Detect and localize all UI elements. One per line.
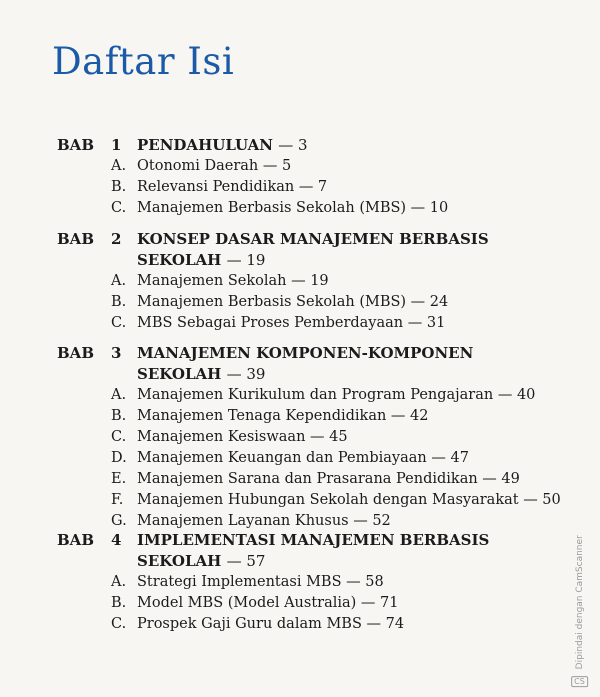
- scanner-watermark: [574, 535, 585, 690]
- item-letter: A.: [111, 387, 127, 403]
- item-text: Manajemen Keuangan dan Pembiayaan — 47: [137, 450, 469, 466]
- chapter-title: [137, 343, 557, 385]
- chapter-title-line2: SEKOLAH: [137, 552, 222, 570]
- chapter-label: BAB: [57, 344, 94, 362]
- chapter-title-line2: SEKOLAH: [137, 251, 222, 269]
- item-text: Manajemen Sekolah — 19: [137, 273, 329, 289]
- list-item: [0, 156, 600, 177]
- list-item: [0, 177, 600, 198]
- list-item: [0, 427, 600, 448]
- chapter-label: BAB: [57, 136, 94, 154]
- chapter-number: 4: [111, 531, 122, 549]
- item-letter: C.: [111, 200, 127, 216]
- item-letter: C.: [111, 315, 127, 331]
- list-item: [0, 572, 600, 593]
- item-letter: A.: [111, 158, 127, 174]
- item-text: Manajemen Kurikulum dan Program Pengajaran — 40: [137, 387, 536, 403]
- item-text: Manajemen Layanan Khusus — 52: [137, 513, 391, 529]
- item-text: Strategi Implementasi MBS — 58: [137, 574, 384, 590]
- chapter-label: BAB: [57, 531, 94, 549]
- item-text: MBS Sebagai Proses Pemberdayaan — 31: [137, 315, 446, 331]
- item-letter: B.: [111, 595, 127, 611]
- chapter-page: — 57: [226, 552, 266, 570]
- item-letter: D.: [111, 450, 127, 466]
- item-letter: F.: [111, 492, 124, 508]
- item-text: Manajemen Kesiswaan — 45: [137, 429, 348, 445]
- chapter-page: — 39: [226, 365, 266, 383]
- list-item: [0, 313, 600, 334]
- list-item: [0, 385, 600, 406]
- chapter-title-line1: MANAJEMEN KOMPONEN-KOMPONEN: [137, 344, 474, 362]
- list-item: [0, 271, 600, 292]
- list-item: [0, 490, 600, 511]
- item-text: Relevansi Pendidikan — 7: [137, 179, 328, 195]
- item-text: Manajemen Tenaga Kependidikan — 42: [137, 408, 429, 424]
- section-list: [0, 271, 600, 334]
- section-list: [0, 572, 600, 635]
- chapter-title: [137, 530, 557, 572]
- item-letter: E.: [111, 471, 127, 487]
- list-item: [0, 406, 600, 427]
- chapter-title-line1: KONSEP DASAR MANAJEMEN BERBASIS: [137, 230, 489, 248]
- section-list: [0, 385, 600, 532]
- chapter-title-line2: SEKOLAH: [137, 365, 222, 383]
- item-letter: C.: [111, 429, 127, 445]
- chapter-title-line1: IMPLEMENTASI MANAJEMEN BERBASIS: [137, 531, 490, 549]
- item-text: Model MBS (Model Australia) — 71: [137, 595, 399, 611]
- item-letter: B.: [111, 408, 127, 424]
- chapter-title: [137, 229, 557, 271]
- item-text: Manajemen Sarana dan Prasarana Pendidikan — 49: [137, 471, 520, 487]
- chapter-number: 1: [111, 136, 122, 154]
- list-item: [0, 614, 600, 635]
- list-item: [0, 593, 600, 614]
- chapter-label: BAB: [57, 230, 94, 248]
- item-letter: A.: [111, 273, 127, 289]
- item-text: Manajemen Hubungan Sekolah dengan Masyarakat — 50: [137, 492, 561, 508]
- chapter-title-line1: PENDAHULUAN: [137, 136, 274, 154]
- chapter-page: — 3: [278, 136, 308, 154]
- chapter-number: 3: [111, 344, 122, 362]
- list-item: [0, 511, 600, 532]
- list-item: [0, 448, 600, 469]
- item-letter: B.: [111, 294, 127, 310]
- list-item: [0, 292, 600, 313]
- item-text: Manajemen Berbasis Sekolah (MBS) — 24: [137, 294, 449, 310]
- chapter-number: 2: [111, 230, 122, 248]
- camscanner-icon: CS: [571, 676, 588, 687]
- item-text: Otonomi Daerah — 5: [137, 158, 292, 174]
- chapter-page: — 19: [226, 251, 266, 269]
- item-letter: C.: [111, 616, 127, 632]
- item-letter: G.: [111, 513, 127, 529]
- chapter-title: [137, 135, 557, 156]
- item-text: Manajemen Berbasis Sekolah (MBS) — 10: [137, 200, 449, 216]
- item-letter: B.: [111, 179, 127, 195]
- list-item: [0, 469, 600, 490]
- section-list: [0, 156, 600, 219]
- page-title: Daftar Isi: [52, 40, 235, 83]
- item-letter: A.: [111, 574, 127, 590]
- item-text: Prospek Gaji Guru dalam MBS — 74: [137, 616, 405, 632]
- watermark-text: Dipindai dengan CamScanner: [575, 535, 585, 670]
- list-item: [0, 198, 600, 219]
